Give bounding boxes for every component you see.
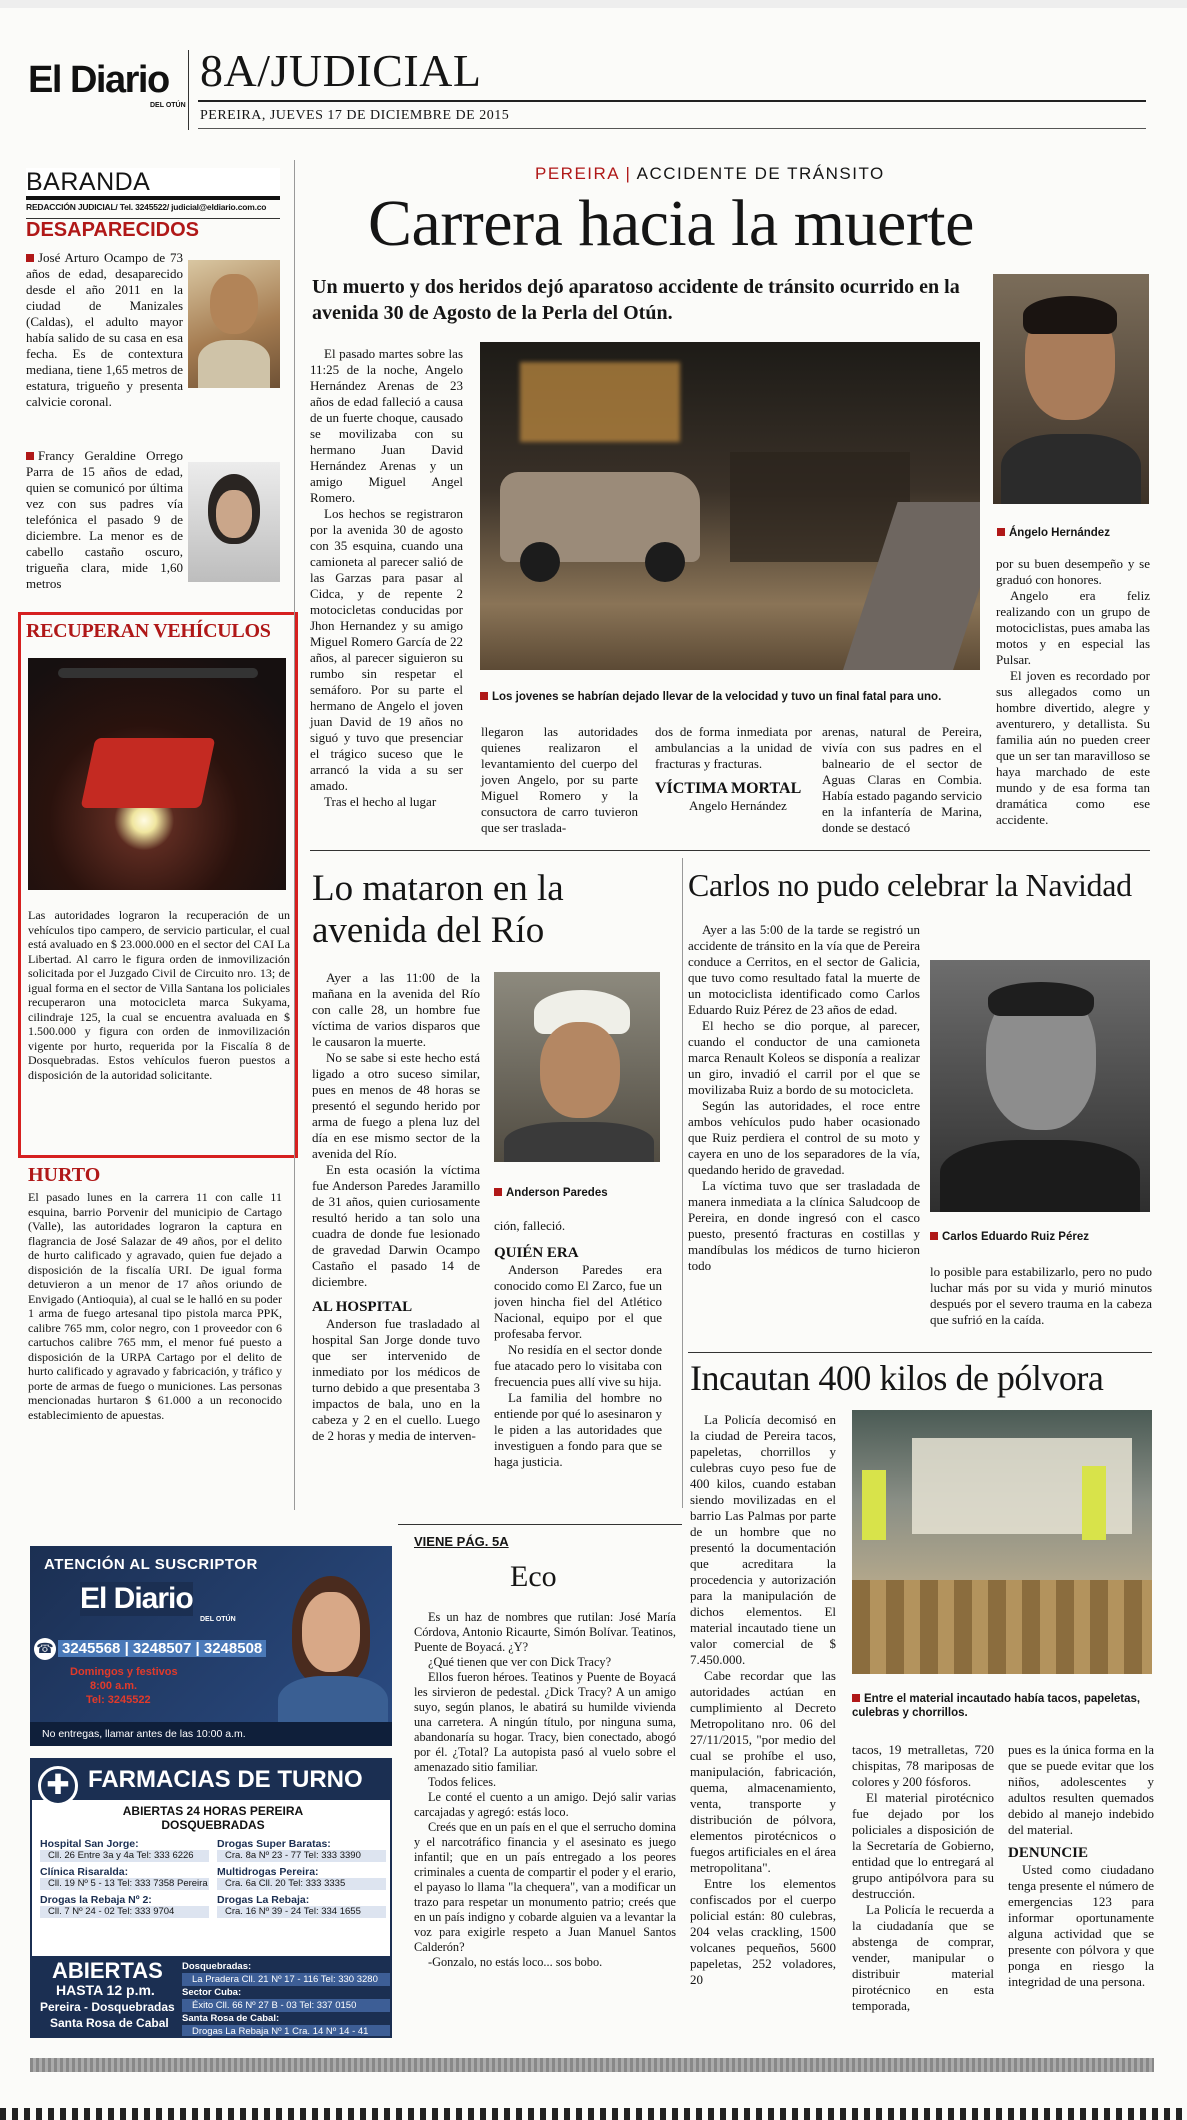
pharmacy-entry	[40, 1894, 209, 1918]
pharmacy-ad	[30, 1758, 392, 2038]
sidebar-redaccion: REDACCIÓN JUDICIAL/ Tel. 3245522/ judicial@eldiario.com.co	[26, 202, 267, 212]
kicker-place: PEREIRA	[535, 164, 620, 183]
rio-col1-p3: En esta ocasión la víctima fue Anderson Paredes Jaramillo de 31 años, quien curiosamente resultó herido a tan solo una cuadra de donde fue lesionado de gravedad Darwin Ocampo Castaño el pasado 14 de diciembre.	[312, 1162, 480, 1289]
pharmacy-entry-address: Cll. 19 Nº 5 - 13 Tel: 333 7358 Pereira	[40, 1878, 209, 1890]
main-col5-p2: Angelo era feliz realizando con un grupo de motociclistas, pues amaba las motos y en especial las Pulsar.	[996, 588, 1150, 667]
polvora-p1: La Policía decomisó en la ciudad de Pereira tacos, papeletas, chorrillos y culebras cuyo peso fue de 400 kilos, cuando estaban siendo movilizadas en el barrio Las Palmas por parte de un hombre que no presentó la documentación que acreditara la procedencia y autorización para la manipulación de dichos elementos. El material incautado tiene un valor comercial de $ 7.450.000.	[690, 1412, 836, 1667]
night2-addr: Éxito Cll. 66 Nº 27 B - 03 Tel: 337 0150	[182, 1999, 392, 2012]
carlos-caption	[930, 1230, 1150, 1244]
victima-subhead: VÍCTIMA MORTAL	[655, 780, 802, 797]
carlos-photo	[930, 960, 1150, 1212]
dateline: PEREIRA, JUEVES 17 DE DICIEMBRE DE 2015	[200, 108, 510, 123]
motorcycle-photo	[28, 658, 286, 890]
carlos-p3: Según las autoridades, el roce entre ambos vehículos pudo haber ocasionado que Ruiz perdiera el control de su moto y cayera en uno de los separadores de la vía, quedando herido de gravedad.	[688, 1098, 920, 1177]
eco-p4: Todos felices.	[428, 1775, 497, 1789]
night3-name: Santa Rosa de Cabal:	[182, 2013, 280, 2024]
eco-p1: Es un haz de nombres que rutilan: José María Córdova, Antonio Ricaurte, Simón Bolívar. Teatinos, Puente de Boyacá. ¿Y?	[414, 1610, 676, 1654]
pharmacy-entry-name: Drogas La Rebaja:	[217, 1894, 310, 1906]
bullet-icon	[480, 692, 488, 700]
anderson-photo	[494, 972, 660, 1162]
carlos-col2: lo posible para estabilizarlo, pero no pudo luchar más por su vida y murió minutos después por el severo trauma en la cabeza que sufrió en la caída.	[930, 1264, 1152, 1327]
person2-photo	[188, 462, 280, 582]
column-separator	[682, 858, 683, 1508]
rio-col1-p4: Anderson fue trasladado al hospital San Jorge donde tuvo que ser intervenido de inmediato por los médicos de turno debido a que presentaba 3 impactos de bala, uno en la cabeza y 2 en el cuello. Luego de 2 horas y media de interven-	[312, 1316, 480, 1443]
polvora-p5: El material pirotécnico fue dejado por los policiales a disposición de la Secretaría de Gobierno, entidad que lo entregará al grupo antipólvora para su destrucción.	[852, 1790, 994, 1901]
bullet-icon	[26, 254, 34, 262]
masthead-divider	[188, 50, 189, 130]
person1-photo	[188, 260, 280, 388]
carlos-p1: Ayer a las 5:00 de la tarde se registró un accidente de tránsito en la vía que de Pereira conduce a Cerritos, en el sector de Galicia, que tuvo como resultado fatal la muerte de un motociclista identificado como Carlos Eduardo Ruiz Pérez de 23 años de edad.	[688, 922, 920, 1017]
desaparecidos-heading: DESAPARECIDOS	[26, 218, 280, 241]
denuncie-subhead: DENUNCIE	[1008, 1845, 1089, 1861]
rio-col2	[494, 1218, 662, 1510]
polvora-col2	[852, 1742, 994, 2014]
pharmacy-hasta: HASTA 12 p.m.	[56, 1982, 155, 1998]
eco-body	[414, 1610, 676, 1970]
night1-name: Dosquebradas:	[182, 1961, 252, 1972]
polvora-caption-text: Entre el material incautado había tacos, papeletas, culebras y chorrillos.	[852, 1693, 1141, 1719]
pharmacy-places: Pereira - Dosquebradas	[40, 2000, 175, 2014]
pharmacy-night-list	[182, 1960, 392, 2038]
subscriber-domingos: Domingos y festivos	[70, 1666, 178, 1678]
recuperan-heading: RECUPERAN VEHÍCULOS	[26, 620, 271, 642]
polvora-col1	[690, 1412, 836, 1988]
subscriber-phones[interactable]: 3245568 | 3248507 | 3248508	[58, 1640, 266, 1657]
rio-col2-p1: ción, falleció.	[494, 1218, 566, 1233]
carlos-p4: La víctima tuvo que ser trasladada de manera inmediata a la clínica Saludcoop de Pereira, en donde ingresó con el casco puesto, presentó fracturas en costillas y mandíbulas los médicos de turno hicieron todo	[688, 1178, 920, 1273]
night3-addr: Drogas La Rebaja Nº 1 Cra. 14 Nº 14 - 41	[182, 2025, 392, 2038]
polvora-p2: Cabe recordar que las autoridades actúan en cumplimiento al Decreto Metropolitano nro. 06 del 27/11/2015, "por medio del cual se prohíbe el uso, manipulación, fabricación, quema, almacenamiento, venta, transporte y distribución de pólvora, elementos pirotécnicos o fuegos artificiales en el área metropolitana".	[690, 1668, 836, 1875]
pharmacy-subtitle2: DOSQUEBRADAS	[161, 1818, 265, 1832]
subscriber-ad[interactable]	[30, 1546, 392, 1746]
carlos-p2: El hecho se dio porque, al parecer, cuando el conductor de una camioneta marca Renault Koleos se disponía a realizar un giro, invadió el carril por el que se movilizaba Ruiz a bordo de su motocicleta.	[688, 1018, 920, 1097]
masthead-logo-sub: DEL OTÚN	[150, 102, 186, 109]
eco-p6: Creés que en un país en el que el serrucho domina y el narcotráfico financia y el asesinato es juego infantil; que en un país entregado a los peores criminales a cuenta de compartir el poder y el erario, el payaso lo llama "la chequera", van a modificar un trazo para respetar un monumento patrio; creés que en un país indigno y cobarde alguien va a levantar la voz para exigirle respeto a Juan Manuel Santos Calderón?	[414, 1820, 676, 1954]
eco-p2: ¿Qué tienen que ver con Dick Tracy?	[428, 1655, 612, 1669]
masthead-logo: El Diario	[28, 59, 169, 101]
carlos-headline: Carlos no pudo celebrar la Navidad	[688, 867, 1132, 903]
column-separator	[294, 160, 295, 1510]
pharmacy-entry-address: Cll. 26 Entre 3a y 4a Tel: 333 6226	[40, 1850, 209, 1862]
main-col2: llegaron las autoridades quienes realizaron el levantamiento del cuerpo del joven Angelo, por su parte Miguel Romero y la consuctora de carro tuvieron que ser traslada-	[481, 724, 638, 835]
person2-text	[26, 448, 183, 610]
bottom-band	[30, 2058, 1154, 2072]
section-title: 8A/JUDICIAL	[200, 45, 482, 96]
pharmacy-entry-name: Multidrogas Pereira:	[217, 1866, 319, 1878]
angelo-caption	[997, 526, 1147, 540]
main-col5	[996, 556, 1150, 828]
night1-addr: La Pradera Cll. 21 Nº 17 - 116 Tel: 330 3280	[182, 1973, 392, 1986]
polvora-p6: La Policía le recuerda a la ciudadanía que se abstenga de comprar, vender, manipular o distribuir material pirotécnico en esta temporada,	[852, 1902, 994, 2013]
kicker-topic: ACCIDENTE DE TRÁNSITO	[636, 164, 885, 183]
pharmacy-list	[40, 1838, 386, 1918]
main-col1-p1: El pasado martes sobre las 11:25 de la noche, Angelo Hernández Arenas de 23 años de edad falleció a causa de un fuerte choque, causado se movilizaba con su hermano Juan David Hernández Arenas y un amigo Miguel Angel Romero.	[310, 346, 463, 505]
polvora-headline: Incautan 400 kilos de pólvora	[690, 1358, 1104, 1398]
bullet-icon	[494, 1188, 502, 1196]
kicker: PEREIRA | ACCIDENTE DE TRÁNSITO	[535, 164, 885, 183]
crash-photo	[480, 342, 980, 670]
pharmacy-entry-name: Drogas Super Baratas:	[217, 1838, 331, 1850]
sidebar-title: BARANDA	[26, 168, 280, 200]
anderson-caption	[494, 1186, 660, 1200]
anderson-caption-text: Anderson Paredes	[506, 1187, 608, 1199]
main-col3-p2: Angelo Hernández	[689, 798, 787, 813]
pharmacy-santa: Santa Rosa de Cabal	[50, 2016, 169, 2030]
main-col4: arenas, natural de Pereira, vivía con sus padres en el balneario de el sector de Aguas Claras en Combia. Había estado pagando servicio en la infantería de Marina, donde se destacó	[822, 724, 982, 835]
rio-col2-p2: Anderson Paredes era conocido como El Zarco, fue un joven hincha fiel del Atlético Nacional, equipo por el que profesaba fervor.	[494, 1262, 662, 1341]
bullet-icon	[26, 452, 34, 460]
polvora-p4: tacos, 19 metralletas, 720 chispitas, 78 mariposas de colores y 200 fósforos.	[852, 1742, 994, 1789]
main-col5-p3: El joven es recordado por sus allegados como un hombre divertido, alegre y aventurero, y detallista. Su familia aún no pueden creer que un ser tan maravilloso se haya marchado de este mundo y de esa forma tan dramática como ese accidente.	[996, 668, 1150, 827]
pharmacy-entry	[40, 1838, 209, 1862]
subscriber-ad-logo-sub: DEL OTÚN	[200, 1616, 236, 1623]
person1-body: José Arturo Ocampo de 73 años de edad, desaparecido desde el año 2011 en la ciudad de Manizales (Caldas), el adulto mayor había salido de su casa en esa fecha. Es de contextura mediana, tiene 1,65 metros de estatura, trigueño y presenta calvicie coronal.	[26, 250, 183, 409]
eco-p7: -Gonzalo, no estás loco... sos bobo.	[428, 1955, 603, 1969]
polvora-p7: pues es la única forma en la que se puede evitar que los niños, adolescentes y adultos resulten quemados debido al manejo indebido del material.	[1008, 1742, 1154, 1837]
angelo-photo	[993, 274, 1149, 504]
rio-col1-p1: Ayer a las 11:00 de la mañana en la avenida del Río con calle 28, un hombre fue víctima de varios disparos que le causaron la muerte.	[312, 970, 480, 1049]
main-col1-p2: Los hechos se registraron por la avenida 30 de agosto con 35 esquina, cuando una camioneta al parecer salió de las Garzas para pasar al Cidca, y de repente 2 motocicletas conducidas por Jhon Hernandez y su amigo Miguel Romero García de 22 años, al parecer siguieron su rumbo sin respetar el semáforo. Por su parte el hermano de Angelo el joven juan David de 19 años no siguó y tuvo que presenciar el trágico suceso que le arrancó la vida a su ser amado.	[310, 506, 463, 793]
rio-col2-p3: No residía en el sector donde fue atacado pero lo visitaba con frecuencia pues allí vive su hija.	[494, 1342, 662, 1389]
person2-body: Francy Geraldine Orrego Parra de 15 años de edad, quien se comunicó por última vez con sus padres vía telefónica el pasado 9 de diciembre. La menor es de cabello castaño oscuro, trigueña clara, mide 1,60 metros	[26, 448, 183, 591]
deck: Un muerto y dos heridos dejó aparatoso accidente de tránsito ocurrido en la avenida 30 de Agosto de la Perla del Otún.	[312, 276, 960, 324]
eco-title: Eco	[510, 1560, 557, 1593]
hurto-heading: HURTO	[28, 1164, 101, 1186]
crash-caption-text: Los jovenes se habrían dejado llevar de la velocidad y tuvo un final fatal para uno.	[492, 691, 942, 703]
eco-viene: VIENE PÁG. 5A	[414, 1534, 509, 1549]
main-col5-p1: por su buen desempeño y se graduó con honores.	[996, 556, 1150, 587]
carlos-caption-text: Carlos Eduardo Ruiz Pérez	[942, 1231, 1089, 1243]
scan-edge-bottom	[0, 2108, 1187, 2120]
pharmacy-title: FARMACIAS DE TURNO	[88, 1766, 363, 1793]
rio-col1	[312, 970, 480, 1510]
pharmacy-entry	[217, 1894, 386, 1918]
subscriber-hora: 8:00 a.m.	[90, 1680, 138, 1692]
pharmacy-abiertas: ABIERTAS	[52, 1958, 163, 1983]
person1-text	[26, 250, 183, 410]
sidebar	[26, 168, 280, 241]
subscriber-ad-title: ATENCIÓN AL SUSCRIPTOR	[44, 1556, 258, 1573]
pharmacy-entry-name: Hospital San Jorge:	[40, 1838, 139, 1850]
hospital-subhead: AL HOSPITAL	[312, 1299, 413, 1315]
pharmacy-entry	[217, 1866, 386, 1890]
story-divider	[688, 1352, 1152, 1353]
polvora-caption	[852, 1692, 1152, 1720]
recuperan-text: Las autoridades lograron la recuperación de un vehículos tipo campero, de servicio particular, el cual está avaluado en $ 23.000.000 en el sector del CAI La Libertad. Al carro le figura orden de inmovilización solicitada por el Juzgado Civil de Circuito nro. 13; de igual forma en el sector de Villa Santana los policiales recuperaron una motocicleta marca Sukyama, cilindraje 125, la cual se encuentra avaluada en $ 1.500.000 y figura con orden de inmovilización vigente por hurto, requerida por la Fiscalía 8 de Dosquebradas. Estos vehículos fueron puestos a disposición de la autoridad solicitante.	[28, 908, 290, 1082]
polvora-p8: Usted como ciudadano tenga presente el número de emergencias 123 para informar oportunamente alguna actividad que se presente con pólvora y que ponga en riesgo la integridad de una persona.	[1008, 1862, 1154, 1989]
night2-name: Sector Cuba:	[182, 1987, 242, 1998]
main-col1-p3: Tras el hecho al lugar	[324, 794, 437, 809]
bullet-icon	[997, 528, 1005, 536]
quien-era-subhead: QUIÉN ERA	[494, 1245, 579, 1261]
operator-photo	[274, 1566, 392, 1726]
subscriber-footer: No entregas, llamar antes de las 10:00 a.m.	[30, 1722, 392, 1746]
pharmacy-entry-name: Drogas la Rebaja Nº 2:	[40, 1894, 152, 1906]
pharmacy-entry-address: Cra. 8a Nº 23 - 77 Tel: 333 3390	[217, 1850, 386, 1862]
rio-col2-p4: La familia del hombre no entiende por qué lo asesinaron y le piden a las autoridades que investiguen a fondo para que se haga justicia.	[494, 1390, 662, 1469]
angelo-caption-text: Ángelo Hernández	[1009, 527, 1110, 539]
main-col3	[655, 724, 812, 814]
rio-col1-p2: No se sabe si este hecho está ligado a otro suceso similar, pues en menos de 48 horas se presentó el segundo herido por arma de fuego a plena luz del día en ese mismo sector de la avenida del Río.	[312, 1050, 480, 1161]
hurto-text: El pasado lunes en la carrera 11 con calle 11 esquina, barrio Porvenir del municipio de Cartago (Valle), las autoridades lograron la captura en flagrancia de José Salazar de 49 años, por el delito de hurto calificado y agravado, quien fue dejado a disposición de la fiscalía URI. De igual forma detuvieron a un menor de 17 años oriundo de Envigado (Antioquia), al cual se le halló en su poder 1 arma de fuego artesanal tipo pistola marca PPK, calibre 765 mm, color negro, con 1 proveedor con 6 cartuchos calibre 765 mm, el menor fué puesto a disposición de la URPA Cartago por el delito de hurto calificado y agravado y fabricación, y tráfico y porte de armas de fuego o municiones. Las personas mencionadas hurtaron $ 61.000 a un reconocido establecimiento de apuestas.	[28, 1190, 282, 1422]
pharmacy-entry-name: Clínica Risaralda:	[40, 1866, 129, 1878]
bullet-icon	[852, 1694, 860, 1702]
pharmacy-entry	[217, 1838, 386, 1862]
bullet-icon	[930, 1232, 938, 1240]
pharmacy-entry	[40, 1866, 209, 1890]
headline: Carrera hacia la muerte	[368, 187, 974, 260]
top-scan-edge	[0, 0, 1187, 8]
phone-icon: ☎	[34, 1638, 56, 1660]
pharmacy-entry-address: Cra. 6a Cll. 20 Tel: 333 3335	[217, 1878, 386, 1890]
subscriber-ad-logo: El Diario	[80, 1582, 193, 1615]
story-divider	[310, 850, 1150, 851]
polvora-photo	[852, 1410, 1152, 1674]
pharmacy-entry-address: Cra. 16 Nº 39 - 24 Tel: 334 1655	[217, 1906, 386, 1918]
pharmacy-subtitle1: ABIERTAS 24 HORAS PEREIRA	[122, 1804, 304, 1818]
subscriber-tel: Tel: 3245522	[86, 1694, 151, 1706]
polvora-col3	[1008, 1742, 1154, 1990]
masthead-rule-2	[198, 128, 1146, 129]
pharmacy-cross-icon: ✚	[38, 1766, 78, 1806]
eco-p3: Ellos fueron héroes. Teatinos y Puente de Boyacá les sirvieron de pedestal. ¿Dick Tracy? A un amigo suyo, según planos, le abatirá su humilde vivienda una carretera. A ningún título, por ninguna suma, abandonaría su hogar. Tracy, bien conectado, abogó por él. ¿Total? La autopista pasó al vuelo sobre el amenazado sitio familiar.	[414, 1670, 676, 1774]
polvora-p3: Entre los elementos confiscados por el cuerpo policial están: 80 culebras, 204 velas crackling, 1500 volcanes pequeños, 5600 papeletas, 252 voladores, 20	[690, 1876, 836, 1987]
masthead-rule	[198, 100, 1146, 102]
eco-rule	[398, 1524, 682, 1525]
main-col1	[310, 346, 463, 810]
crash-photo-caption	[480, 690, 980, 704]
carlos-col1	[688, 922, 920, 1274]
rio-headline: Lo mataron en la avenida del Río	[312, 868, 564, 951]
eco-p5: Le conté el cuento a un amigo. Dejó salir varias carcajadas y agregó: estás loco.	[414, 1790, 676, 1819]
pharmacy-entry-address: Cll. 7 Nº 24 - 02 Tel: 333 9704	[40, 1906, 209, 1918]
main-col3-p1: dos de forma inmediata por ambulancias a la unidad de fracturas y fracturas.	[655, 724, 812, 771]
